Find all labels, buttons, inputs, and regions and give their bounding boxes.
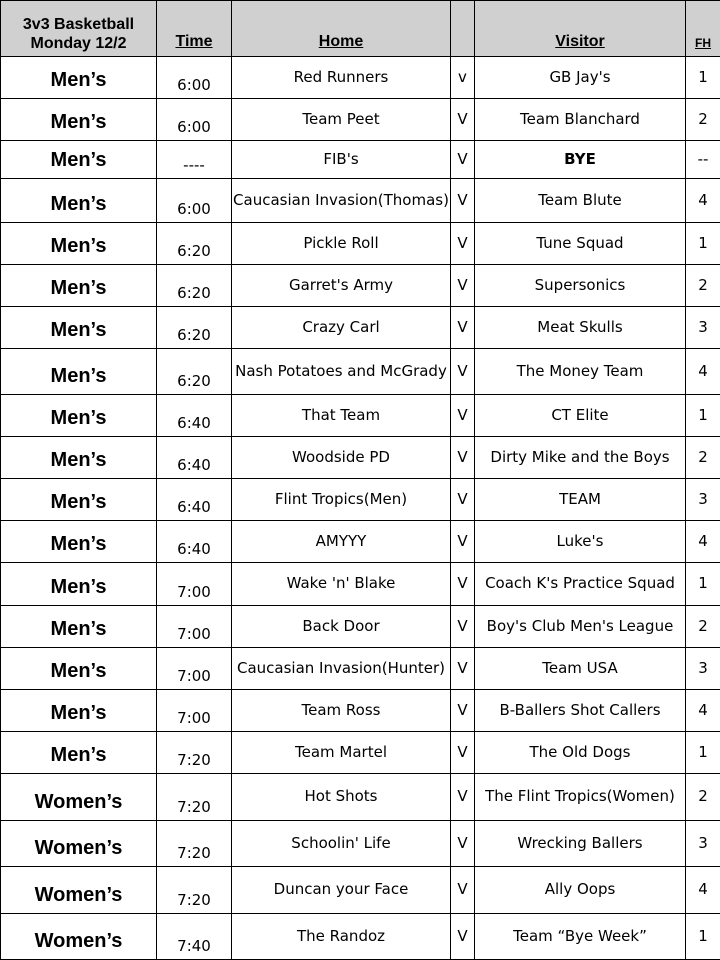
vs-cell: V [451,867,475,914]
division-cell: Women’s [1,774,157,821]
home-team-cell: Red Runners [232,57,451,99]
field-cell: 4 [686,521,720,563]
game-row [1,179,720,223]
game-row [1,690,720,732]
home-team-cell: AMYYY [232,521,451,563]
game-row [1,223,720,265]
time-cell: 6:20 [157,307,232,349]
visitor-header-label: Visitor [555,32,605,50]
game-row [1,732,720,774]
time-cell: 7:20 [157,732,232,774]
vs-cell: V [451,521,475,563]
field-cell: 1 [686,563,720,606]
title-line-2: Monday 12/2 [30,34,127,52]
field-cell: 1 [686,57,720,99]
title-line-1: 3v3 Basketball [22,15,135,33]
division-cell: Men’s [1,395,157,437]
field-cell: -- [686,141,720,179]
home-team-cell: Flint Tropics(Men) [232,479,451,521]
field-cell: 3 [686,648,720,690]
visitor-team-cell: B-Ballers Shot Callers [475,690,686,732]
time-cell: 6:40 [157,437,232,479]
home-team-cell: Team Martel [232,732,451,774]
game-row [1,479,720,521]
time-cell: 6:40 [157,479,232,521]
vs-cell: V [451,437,475,479]
division-cell: Women’s [1,867,157,914]
visitor-team-cell: The Flint Tropics(Women) [475,774,686,821]
visitor-team-cell: TEAM [475,479,686,521]
home-team-cell: Pickle Roll [232,223,451,265]
home-team-cell: Team Ross [232,690,451,732]
division-cell: Men’s [1,732,157,774]
game-row [1,867,720,914]
game-row [1,774,720,821]
division-cell: Men’s [1,265,157,307]
visitor-team-cell: Boy's Club Men's League [475,606,686,648]
field-cell: 1 [686,732,720,774]
game-row [1,648,720,690]
home-team-cell: FIB's [232,141,451,179]
division-cell: Men’s [1,690,157,732]
visitor-team-cell: Wrecking Ballers [475,821,686,867]
division-cell: Men’s [1,223,157,265]
vs-cell: V [451,606,475,648]
home-team-cell: Duncan your Face [232,867,451,914]
division-cell: Men’s [1,349,157,395]
division-cell: Men’s [1,479,157,521]
home-team-cell: Garret's Army [232,265,451,307]
time-header [157,1,232,57]
time-cell: 6:20 [157,265,232,307]
home-team-cell: Crazy Carl [232,307,451,349]
field-cell: 2 [686,99,720,141]
game-row [1,563,720,606]
field-cell: 3 [686,479,720,521]
home-team-cell: The Randoz [232,914,451,960]
division-cell: Men’s [1,648,157,690]
vs-cell: V [451,223,475,265]
fh-header [686,1,720,57]
time-cell: 6:20 [157,223,232,265]
home-team-cell: Team Peet [232,99,451,141]
visitor-team-cell: GB Jay's [475,57,686,99]
home-header [232,1,451,57]
time-cell: 6:00 [157,57,232,99]
vs-cell: V [451,349,475,395]
vs-cell: V [451,914,475,960]
vs-cell: V [451,732,475,774]
vs-cell: V [451,690,475,732]
visitor-team-cell: Dirty Mike and the Boys [475,437,686,479]
time-cell: 6:40 [157,395,232,437]
division-cell: Men’s [1,521,157,563]
time-cell: ---- [157,141,232,179]
game-row [1,57,720,99]
game-row [1,265,720,307]
visitor-team-cell: Team Blanchard [475,99,686,141]
field-cell: 1 [686,395,720,437]
home-team-cell: That Team [232,395,451,437]
home-team-cell: Wake 'n' Blake [232,563,451,606]
division-cell: Men’s [1,307,157,349]
time-header-label: Time [175,32,213,50]
field-cell: 3 [686,307,720,349]
schedule-body [1,57,720,960]
field-cell: 4 [686,867,720,914]
time-cell: 7:40 [157,914,232,960]
time-cell: 6:00 [157,99,232,141]
field-cell: 2 [686,606,720,648]
vs-cell: V [451,307,475,349]
vs-cell: V [451,179,475,223]
field-cell: 2 [686,437,720,479]
home-header-label: Home [318,32,364,50]
game-row [1,606,720,648]
time-cell: 7:00 [157,648,232,690]
home-team-cell: Schoolin' Life [232,821,451,867]
vs-header [451,1,475,57]
game-row [1,99,720,141]
home-team-cell: Caucasian Invasion(Hunter) [232,648,451,690]
division-cell: Men’s [1,563,157,606]
time-cell: 7:20 [157,867,232,914]
game-row [1,349,720,395]
field-cell: 2 [686,265,720,307]
time-cell: 6:40 [157,521,232,563]
fh-header-label: FH [695,36,711,51]
time-cell: 7:20 [157,821,232,867]
home-team-cell: Hot Shots [232,774,451,821]
visitor-team-cell: The Old Dogs [475,732,686,774]
division-cell: Men’s [1,606,157,648]
visitor-team-cell: Team USA [475,648,686,690]
vs-cell: V [451,141,475,179]
vs-cell: V [451,821,475,867]
division-cell: Men’s [1,99,157,141]
visitor-team-cell: Meat Skulls [475,307,686,349]
game-row [1,395,720,437]
game-row [1,914,720,960]
visitor-team-cell: Team “Bye Week” [475,914,686,960]
field-cell: 3 [686,821,720,867]
home-team-cell: Back Door [232,606,451,648]
division-cell: Men’s [1,57,157,99]
game-row [1,521,720,563]
home-team-cell: Caucasian Invasion(Thomas) [232,179,451,223]
game-row [1,437,720,479]
home-team-cell: Nash Potatoes and McGrady [232,349,451,395]
time-cell: 7:20 [157,774,232,821]
time-cell: 6:20 [157,349,232,395]
visitor-team-cell: BYE [475,141,686,179]
time-cell: 7:00 [157,690,232,732]
vs-cell: V [451,99,475,141]
field-cell: 4 [686,690,720,732]
visitor-team-cell: Coach K's Practice Squad [475,563,686,606]
vs-cell: V [451,563,475,606]
visitor-team-cell: Team Blute [475,179,686,223]
vs-cell: v [451,57,475,99]
field-cell: 1 [686,223,720,265]
division-cell: Women’s [1,914,157,960]
schedule-title [1,1,157,57]
division-cell: Men’s [1,141,157,179]
field-cell: 4 [686,179,720,223]
vs-cell: V [451,479,475,521]
game-row [1,141,720,179]
game-row [1,307,720,349]
field-cell: 4 [686,349,720,395]
field-cell: 2 [686,774,720,821]
vs-cell: V [451,265,475,307]
vs-cell: V [451,395,475,437]
visitor-team-cell: CT Elite [475,395,686,437]
visitor-team-cell: Ally Oops [475,867,686,914]
division-cell: Women’s [1,821,157,867]
visitor-team-cell: Supersonics [475,265,686,307]
division-cell: Men’s [1,179,157,223]
header-row [1,1,720,57]
time-cell: 7:00 [157,606,232,648]
visitor-team-cell: Luke's [475,521,686,563]
vs-cell: V [451,648,475,690]
visitor-header [475,1,686,57]
home-team-cell: Woodside PD [232,437,451,479]
field-cell: 1 [686,914,720,960]
visitor-team-cell: The Money Team [475,349,686,395]
vs-cell: V [451,774,475,821]
time-cell: 6:00 [157,179,232,223]
division-cell: Men’s [1,437,157,479]
game-row [1,821,720,867]
visitor-team-cell: Tune Squad [475,223,686,265]
time-cell: 7:00 [157,563,232,606]
